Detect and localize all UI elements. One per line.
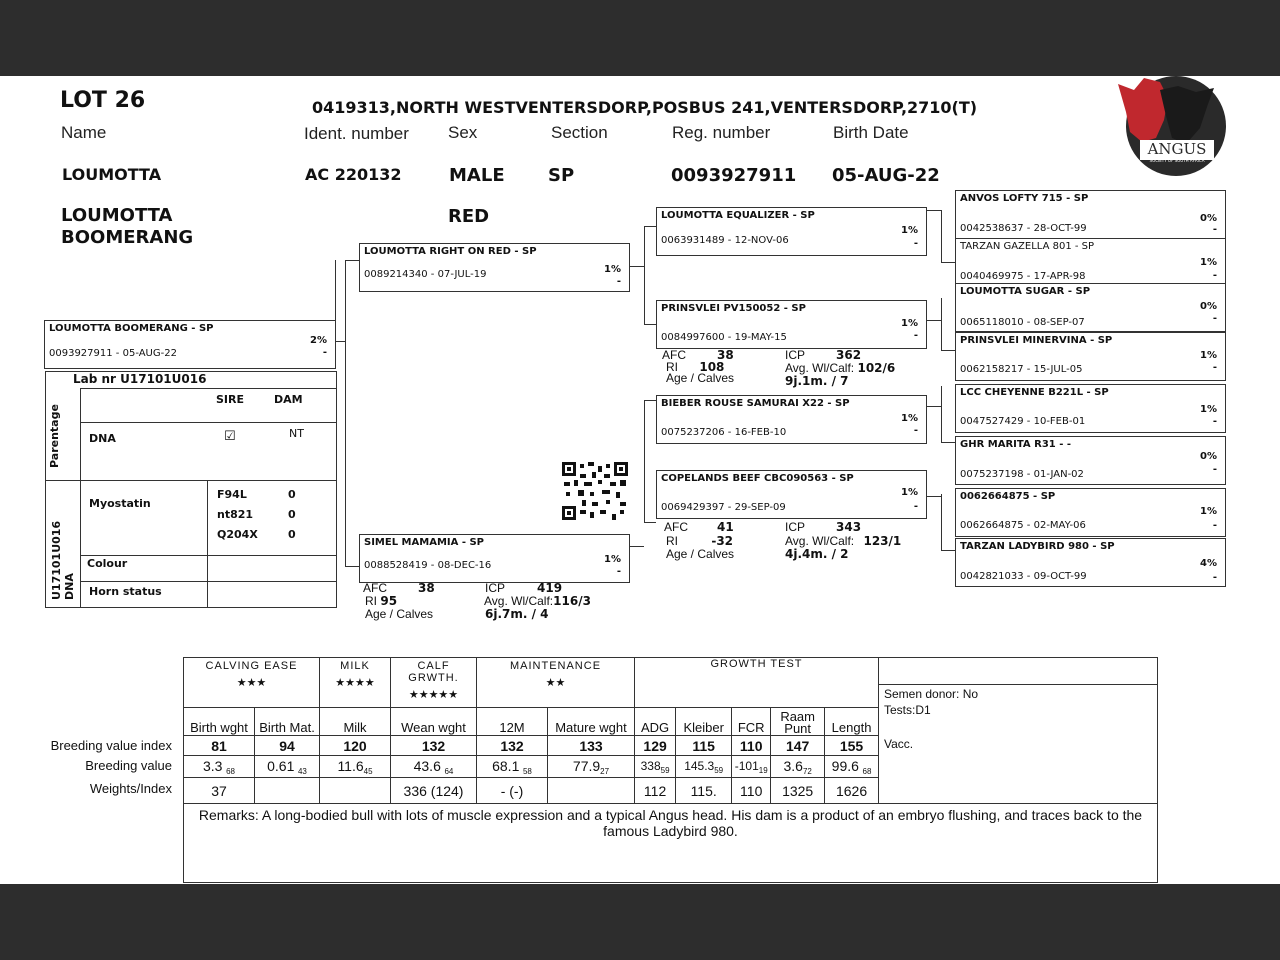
dam-box: SIMEL MAMAMIA - SP 0088528419 - 08-DEC-16 1% - bbox=[359, 534, 630, 583]
colour-value: RED bbox=[448, 206, 490, 227]
sex-header: Sex bbox=[448, 123, 478, 142]
group-maintenance: MAINTENANCE ★★ bbox=[477, 658, 635, 708]
section-header: Section bbox=[551, 123, 608, 142]
group-calving-ease: CALVING EASE ★★★ bbox=[184, 658, 320, 708]
dam-pct: 1% bbox=[604, 554, 621, 565]
sire-name: LOUMOTTA RIGHT ON RED - SP bbox=[364, 246, 537, 257]
reg-value: 0093927911 bbox=[671, 165, 797, 186]
subject-pct: 2% bbox=[310, 335, 327, 346]
ggp-box-1: ANVOS LOFTY 715 - SP 0042538637 - 28-OCT-99 0% - bbox=[955, 190, 1226, 239]
sire-dam-box: PRINSVLEI PV150052 - SP 0084997600 - 19-MAY-15 1% - bbox=[656, 300, 927, 349]
ggp-box-4: PRINSVLEI MINERVINA - SP 0062158217 - 15-JUL-05 1% - bbox=[955, 332, 1226, 381]
ggp-box-6: GHR MARITA R31 - - 0075237198 - 01-JAN-02 0% - bbox=[955, 436, 1226, 485]
registration-certificate bbox=[0, 76, 1280, 884]
breeder-address: 0419313,NORTH WESTVENTERSDORP,POSBUS 241,VENTERSDORP,2710(T) bbox=[312, 98, 978, 117]
ggp-box-2: TARZAN GAZELLA 801 - SP 0040469975 - 17-APR-98 1% - bbox=[955, 238, 1226, 287]
reg-header: Reg. number bbox=[672, 123, 771, 142]
sire-sire-box: LOUMOTTA EQUALIZER - SP 0063931489 - 12-NOV-06 1% - bbox=[656, 207, 927, 256]
gene-values: 0 0 0 bbox=[288, 488, 296, 541]
sire-sire-name: LOUMOTTA EQUALIZER - SP bbox=[661, 210, 815, 221]
checkbox-icon: ☑ bbox=[224, 429, 236, 444]
birth-header: Birth Date bbox=[833, 123, 909, 142]
remarks: Remarks: A long-bodied bull with lots of muscle expression and a typical Angus head. His dam is a product of an embryo flushing, and traces back to the famous Ladybird 980. bbox=[184, 804, 1158, 883]
ggp-box-3: LOUMOTTA SUGAR - SP 0065118010 - 08-SEP-07 0% - bbox=[955, 283, 1226, 332]
row-label-bv: Breeding value bbox=[85, 758, 172, 773]
full-name-line2: BOOMERANG bbox=[61, 227, 194, 248]
group-milk: MILK ★★★★ bbox=[320, 658, 391, 708]
qr-code-icon bbox=[562, 462, 628, 520]
sire-col: SIRE bbox=[216, 393, 244, 406]
bv-row: 3.3 $_{68}$ 0.61 $_{43}$ $11.6_{45}$ 43.6 $_{64}$ 68.1 $_{58}$ $77.9_{27}$ $338_{59}$ $145.3_{59}$ $-101_{19}$ $3.6_{72}$ 99.6 $_{68}$ bbox=[184, 756, 1158, 778]
lot-number: LOT 26 bbox=[60, 88, 146, 113]
ident-header: Ident. number bbox=[304, 124, 409, 143]
name-header: Name bbox=[61, 123, 107, 142]
sire-dam-name: PRINSVLEI PV150052 - SP bbox=[661, 303, 806, 314]
ebv-table: CALVING EASE ★★★ MILK ★★★★ CALF GRWTH. ★★★★★ MAINTENANCE ★★ GROWTH TEST Semen donor: No Tests:D1 Vacc. Birth wght Birth Mat. Milk Wean wght 12M Mature wght ADG Kleiber FCR Raam Punt Length 81 94 120 132 132 133 129 115 110 147 155 3.3 $_{68}$ 0.61 $_{43}$ $11.6_{45}$ 43.6 $_{64}$ 68.1 $_{58}$ $77.9_{27}$ $338_{59}$ $145.3_{59}$ $-101_{19}$ $3.6_{72}$ 99.6 $_{68}$ 37 336 (124) - (-) 112 115. 110 1325 1626 Remarks: A long-bodied bull with lots of muscle expression and a typical Angus head. His dam is a product of an embryo flushing, and traces back to the famous Ladybird 980. bbox=[183, 657, 1158, 883]
gene-list: F94L nt821 Q204X bbox=[217, 488, 258, 541]
subject-dash: - bbox=[322, 347, 327, 358]
dam-dam-name: COPELANDS BEEF CBC090563 - SP bbox=[661, 473, 854, 484]
section-value: SP bbox=[548, 165, 575, 186]
dam-reg: 0088528419 - 08-DEC-16 bbox=[364, 560, 492, 571]
ggp-box-7: 0062664875 - SP 0062664875 - 02-MAY-06 1% - bbox=[955, 488, 1226, 537]
subject-reg: 0093927911 - 05-AUG-22 bbox=[49, 348, 177, 359]
dam-dam-box: COPELANDS BEEF CBC090563 - SP 0069429397 - 29-SEP-09 1% - bbox=[656, 470, 927, 519]
horn-label: Horn status bbox=[89, 585, 162, 598]
ggp-box-8: TARZAN LADYBIRD 980 - SP 0042821033 - 09-OCT-99 4% - bbox=[955, 538, 1226, 587]
row-label-weights: Weights/Index bbox=[89, 781, 172, 796]
dam-name: SIMEL MAMAMIA - SP bbox=[364, 537, 484, 548]
index-row: 81 94 120 132 132 133 129 115 110 147 155 bbox=[184, 736, 1158, 756]
qr-code bbox=[562, 462, 628, 520]
lab-number: Lab nr U17101U016 bbox=[73, 372, 207, 386]
birth-value: 05-AUG-22 bbox=[832, 165, 940, 186]
logo-subtext: SOCIETY OF SOUTH AFRICA bbox=[1149, 158, 1205, 163]
sire-box: LOUMOTTA RIGHT ON RED - SP 0089214340 - 07-JUL-19 1% - bbox=[359, 243, 630, 292]
dna-panel bbox=[45, 371, 337, 608]
side-info: Semen donor: No Tests:D1 Vacc. bbox=[879, 658, 1158, 804]
sex-value: MALE bbox=[449, 165, 505, 186]
group-growth-test: GROWTH TEST bbox=[635, 658, 879, 708]
sire-reg: 0089214340 - 07-JUL-19 bbox=[364, 269, 487, 280]
dna-side-label: U17101U016 DNA bbox=[50, 520, 76, 600]
subject-pedigree-box bbox=[44, 320, 336, 369]
sire-pct: 1% bbox=[604, 264, 621, 275]
angus-logo bbox=[1116, 76, 1228, 182]
myostatin-label: Myostatin bbox=[89, 497, 151, 510]
dam-col: DAM bbox=[274, 393, 303, 406]
ggp-box-5: LCC CHEYENNE B221L - SP 0047527429 - 10-FEB-01 1% - bbox=[955, 384, 1226, 433]
dna-label: DNA bbox=[89, 432, 116, 445]
bull-logo-icon bbox=[1116, 76, 1228, 182]
dam-sire-box: BIEBER ROUSE SAMURAI X22 - SP 0075237206 - 16-FEB-10 1% - bbox=[656, 395, 927, 444]
dam-dna-value: NT bbox=[289, 427, 304, 440]
dam-performance: AFC 38 ICP 419 RI 95 Avg. Wl/Calf:116/3 Age / Calves 6j.7m. / 4 bbox=[363, 581, 591, 621]
dam-dam-performance: AFC 41 ICP 343 RI -32 Avg. Wl/Calf: 123/1 Age / Calves 4j.4m. / 2 bbox=[664, 520, 902, 561]
sire-dam-performance: AFC 38 ICP 362 RI 108 Avg. Wl/Calf: 102/6 Age / Calves 9j.1m. / 7 bbox=[662, 348, 896, 388]
parentage-label: Parentage bbox=[48, 404, 61, 468]
weights-row: 37 336 (124) - (-) 112 115. 110 1325 1626 bbox=[184, 778, 1158, 804]
colour-label: Colour bbox=[87, 557, 128, 570]
animal-name: LOUMOTTA bbox=[62, 165, 162, 184]
group-calf-growth: CALF GRWTH. ★★★★★ bbox=[391, 658, 477, 708]
ident-value: AC 220132 bbox=[305, 165, 402, 184]
dam-sire-name: BIEBER ROUSE SAMURAI X22 - SP bbox=[661, 398, 850, 409]
subject-name: LOUMOTTA BOOMERANG - SP bbox=[49, 323, 214, 334]
logo-text: ANGUS bbox=[1147, 140, 1207, 158]
full-name-line1: LOUMOTTA bbox=[61, 205, 173, 226]
row-label-index: Breeding value index bbox=[50, 738, 172, 753]
